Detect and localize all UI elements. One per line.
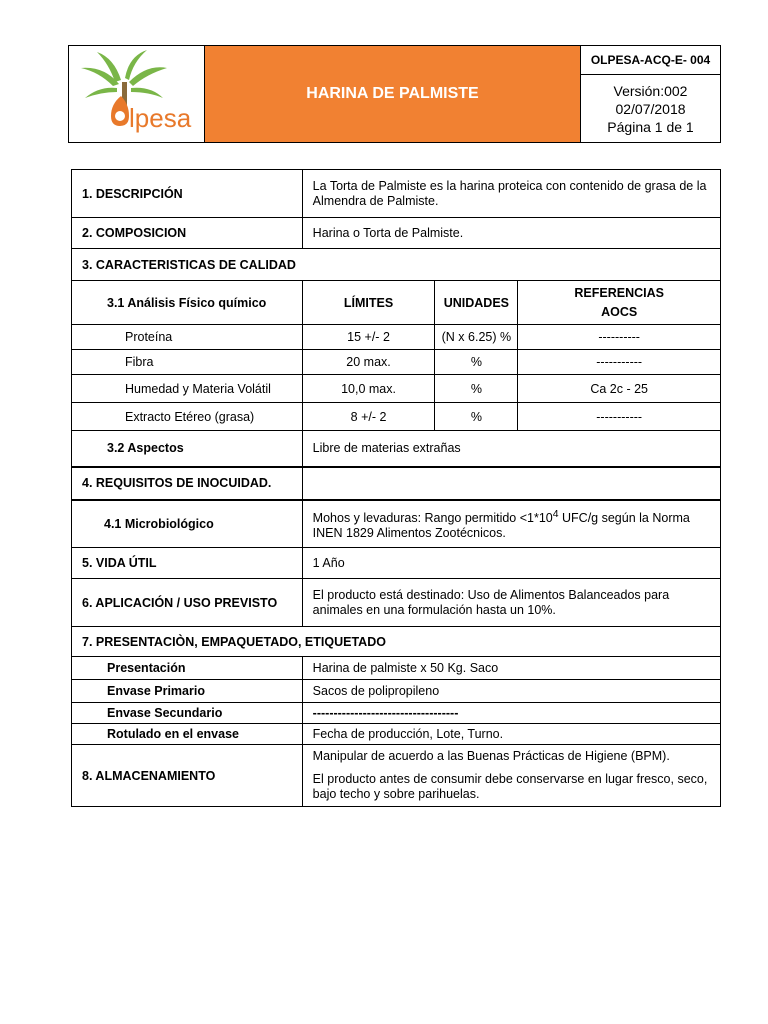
param-unit: (N x 6.25) % xyxy=(435,325,518,350)
micro-exponent: 4 xyxy=(552,508,559,520)
section-label: 4. REQUISITOS DE INOCUIDAD. xyxy=(72,467,303,500)
section-value: 1 Año xyxy=(302,548,720,579)
col-header-references-line1: REFERENCIAS xyxy=(574,285,664,300)
packaging-name: Rotulado en el envase xyxy=(72,724,303,745)
section-label: 2. COMPOSICION xyxy=(72,218,303,249)
section-presentation xyxy=(72,627,721,657)
packaging-name: Presentación xyxy=(72,657,303,680)
param-limit: 8 +/- 2 xyxy=(302,403,435,431)
param-ref: Ca 2c - 25 xyxy=(518,375,721,403)
packaging-name: Envase Primario xyxy=(72,680,303,703)
param-name: Fibra xyxy=(72,350,303,375)
param-name: Humedad y Materia Volátil xyxy=(72,375,303,403)
param-ref: ----------- xyxy=(518,403,721,431)
table-row xyxy=(72,375,721,403)
param-name: Extracto Etéreo (grasa) xyxy=(72,403,303,431)
section-value: El producto está destinado: Uso de Alimentos Balanceados para animales en una formulación hasta un 10%. xyxy=(302,579,720,627)
table-row xyxy=(72,325,721,350)
col-header-references-line2: AOCS xyxy=(601,304,638,319)
col-header-units: UNIDADES xyxy=(435,281,518,325)
logo-text: lpesa xyxy=(129,103,192,133)
section-label: 5. VIDA ÚTIL xyxy=(72,548,303,579)
section-value: Libre de materias extrañas xyxy=(302,431,720,467)
param-unit: % xyxy=(435,403,518,431)
page-text: Página 1 de 1 xyxy=(607,118,694,135)
section-application xyxy=(72,579,721,627)
col-header-references xyxy=(518,281,721,325)
param-ref: ---------- xyxy=(518,325,721,350)
table-row xyxy=(72,724,721,745)
packaging-value: Harina de palmiste x 50 Kg. Saco xyxy=(302,657,720,680)
logo-cell xyxy=(69,46,205,143)
param-unit: % xyxy=(435,350,518,375)
param-unit: % xyxy=(435,375,518,403)
section-value: Harina o Torta de Palmiste. xyxy=(302,218,720,249)
packaging-name: Envase Secundario xyxy=(72,703,303,724)
section-label: 7. PRESENTACIÒN, EMPAQUETADO, ETIQUETADO xyxy=(72,627,721,657)
packaging-value: ----------------------------------- xyxy=(302,703,720,724)
physchem-header-row xyxy=(72,281,721,325)
param-limit: 20 max. xyxy=(302,350,435,375)
section-description xyxy=(72,170,721,218)
table-row xyxy=(72,657,721,680)
param-limit: 10,0 max. xyxy=(302,375,435,403)
document-header xyxy=(68,45,721,143)
section-quality xyxy=(72,249,721,281)
storage-text-2: El producto antes de consumir debe conservarse en lugar fresco, seco, bajo techo y sobre parihuelas. xyxy=(312,772,708,801)
packaging-value: Fecha de producción, Lote, Turno. xyxy=(302,724,720,745)
table-row xyxy=(72,350,721,375)
table-row xyxy=(72,403,721,431)
micro-text-a: Mohos y levaduras: Rango permitido <1*10 xyxy=(312,510,553,525)
section-safety xyxy=(72,467,721,500)
date-text: 02/07/2018 xyxy=(615,100,686,117)
document-code: OLPESA-ACQ-E- 004 xyxy=(581,46,721,75)
subsection-label: 4.1 Microbiológico xyxy=(72,500,303,548)
section-label: 6. APLICACIÓN / USO PREVISTO xyxy=(72,579,303,627)
microbiology-row xyxy=(72,500,721,548)
packaging-value: Sacos de polipropileno xyxy=(302,680,720,703)
table-row xyxy=(72,680,721,703)
param-ref: ----------- xyxy=(518,350,721,375)
subsection-label: 3.1 Análisis Físico químico xyxy=(72,281,303,325)
table-row xyxy=(72,703,721,724)
section-label: 3. CARACTERISTICAS DE CALIDAD xyxy=(72,249,721,281)
storage-text-1: Manipular de acuerdo a las Buenas Prácticas de Higiene (BPM). xyxy=(312,749,670,763)
section-composition xyxy=(72,218,721,249)
version-text: Versión:002 xyxy=(613,82,688,99)
section-shelf-life xyxy=(72,548,721,579)
param-name: Proteína xyxy=(72,325,303,350)
olpesa-logo xyxy=(69,46,204,137)
section-label: 8. ALMACENAMIENTO xyxy=(72,745,303,807)
section-value: La Torta de Palmiste es la harina proteica con contenido de grasa de la Almendra de Palmiste. xyxy=(302,170,720,218)
section-storage xyxy=(72,745,721,807)
aspects-row xyxy=(72,431,721,467)
spec-table xyxy=(71,169,721,807)
section-value xyxy=(302,500,720,548)
micro-text-b: UFC/g según la Norma INEN 1829 Alimentos Zootécnicos. xyxy=(312,510,690,540)
version-block xyxy=(581,75,721,143)
section-label: 1. DESCRIPCIÓN xyxy=(72,170,303,218)
section-value xyxy=(302,745,720,807)
col-header-limits: LÍMITES xyxy=(302,281,435,325)
param-limit: 15 +/- 2 xyxy=(302,325,435,350)
document-title: HARINA DE PALMISTE xyxy=(205,46,581,143)
subsection-label: 3.2 Aspectos xyxy=(72,431,303,467)
